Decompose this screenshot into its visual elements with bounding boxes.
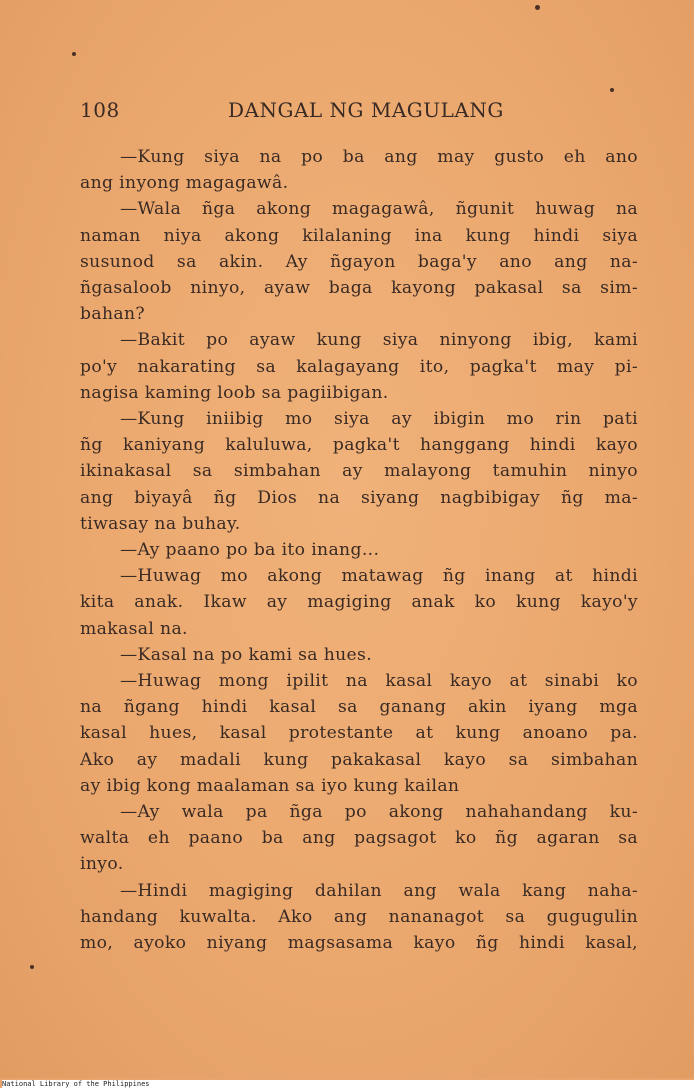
library-credit: National Library of the Philippines — [2, 1080, 694, 1088]
ink-spot — [535, 5, 540, 10]
text-line: bahan? — [80, 304, 145, 325]
text-line: —Wala ñga akong magagawâ, ñgunit huwag na — [120, 199, 638, 220]
text-line: —Ay paano po ba ito inang... — [120, 540, 380, 561]
text-line: —Huwag mo akong matawag ñg inang at hindi — [120, 566, 638, 587]
text-line: —Kung siya na po ba ang may gusto eh ano — [120, 147, 638, 167]
page-header — [80, 98, 640, 128]
text-line: —Huwag mong ipilit na kasal kayo at sinabi ko — [120, 671, 638, 692]
text-line: ikinakasal sa simbahan ay malayong tamuhin ninyo — [80, 461, 638, 482]
text-line: ang biyayâ ñg Dios na siyang nagbibigay ñg ma- — [80, 487, 638, 508]
text-line: —Kasal na po kami sa hues. — [120, 644, 373, 665]
text-line: po'y nakarating sa kalagayang ito, pagka't may pi- — [80, 356, 638, 377]
text-line: ay ibig kong maalaman sa iyo kung kailan — [80, 775, 460, 796]
text-line: tiwasay na buhay. — [80, 513, 241, 534]
text-line: —Kung iniibig mo siya ay ibigin mo rin pati — [120, 409, 638, 430]
text-line: mo, ayoko niyang magsasama kayo ñg hindi kasal, — [80, 933, 638, 954]
page-number: 108 — [80, 98, 120, 122]
text-line: —Bakit po ayaw kung siya ninyong ibig, kami — [120, 330, 638, 351]
text-line: ñg kaniyang kaluluwa, pagka't hanggang hindi kayo — [80, 435, 638, 456]
text-line: kasal hues, kasal protestante at kung anoano pa. — [80, 723, 638, 744]
text-line: Ako ay madali kung pakakasal kayo sa simbahan — [80, 749, 638, 770]
text-line: na ñgang hindi kasal sa ganang akin iyang mga — [80, 697, 638, 718]
text-line: —Ay wala pa ñga po akong nahahandang ku- — [120, 802, 638, 823]
text-line: nagisa kaming loob sa pagiibigan. — [80, 382, 389, 403]
ink-spot — [610, 88, 614, 92]
text-line: ñgasaloob ninyo, ayaw baga kayong pakasal sa sim- — [80, 278, 638, 299]
text-line: —Hindi magiging dahilan ang wala kang naha- — [120, 880, 638, 901]
text-line: naman niya akong kilalaning ina kung hindi siya — [80, 225, 638, 246]
text-line: walta eh paano ba ang pagsagot ko ñg agaran sa — [80, 828, 638, 849]
text-line: handang kuwalta. Ako ang nananagot sa gugugulin — [80, 906, 638, 927]
text-line: makasal na. — [80, 618, 188, 639]
text-line: inyo. — [80, 854, 124, 875]
running-title: DANGAL NG MAGULANG — [228, 98, 504, 122]
text-line: ang inyong magagawâ. — [80, 173, 289, 194]
body-text — [80, 144, 638, 956]
text-line: susunod sa akin. Ay ñgayon baga'y ano ang na- — [80, 251, 638, 272]
ink-spot — [30, 965, 34, 969]
ink-spot — [72, 52, 76, 56]
text-line: kita anak. Ikaw ay magiging anak ko kung kayo'y — [80, 592, 638, 613]
